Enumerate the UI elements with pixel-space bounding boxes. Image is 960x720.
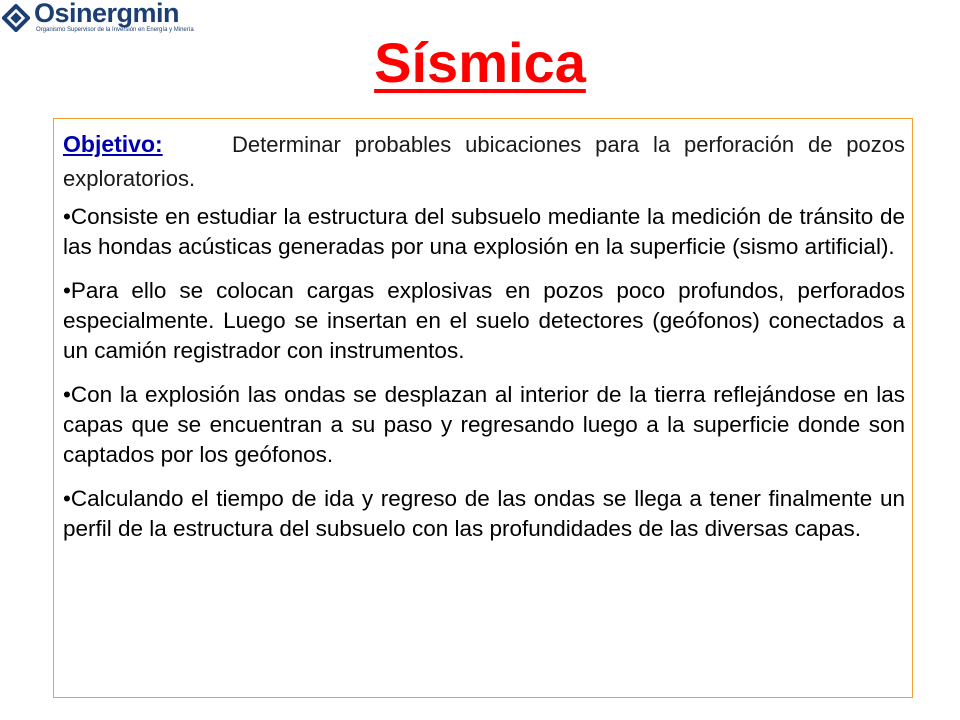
logo-tagline: Organismo Supervisor de la Inversión en Energía y Minería: [36, 27, 194, 33]
bullet-paragraph: •Consiste en estudiar la estructura del subsuelo mediante la medición de tránsito de las hondas acústicas generadas por una explosión en la superficie (sismo artificial).: [63, 204, 905, 259]
bullet-paragraph: •Para ello se colocan cargas explosivas en pozos poco profundos, perforados especialmente. Luego se insertan en el suelo detectores (geófonos) conectados a un camión registrador con instrumentos.: [63, 278, 905, 363]
page-title-text: Sísmica: [374, 31, 586, 94]
objective-text: Determinar probables ubicaciones para la perforación de pozos exploratorios.: [63, 132, 905, 191]
bullet-paragraph: •Calculando el tiempo de ida y regreso de las ondas se llega a tener finalmente un perfil de la estructura del subsuelo con las profundidades de las diversas capas.: [63, 486, 905, 541]
logo-name: Osinergmin: [34, 0, 180, 28]
content-box: [53, 118, 913, 698]
objective-label: Objetivo:: [63, 131, 163, 157]
objective-paragraph: [63, 127, 905, 196]
bullet-paragraph: •Con la explosión las ondas se desplazan al interior de la tierra reflejándose en las capas que se encuentran a su paso y regresando luego a la superficie donde son captados por los geófonos.: [63, 382, 905, 467]
page-title: [0, 26, 960, 100]
